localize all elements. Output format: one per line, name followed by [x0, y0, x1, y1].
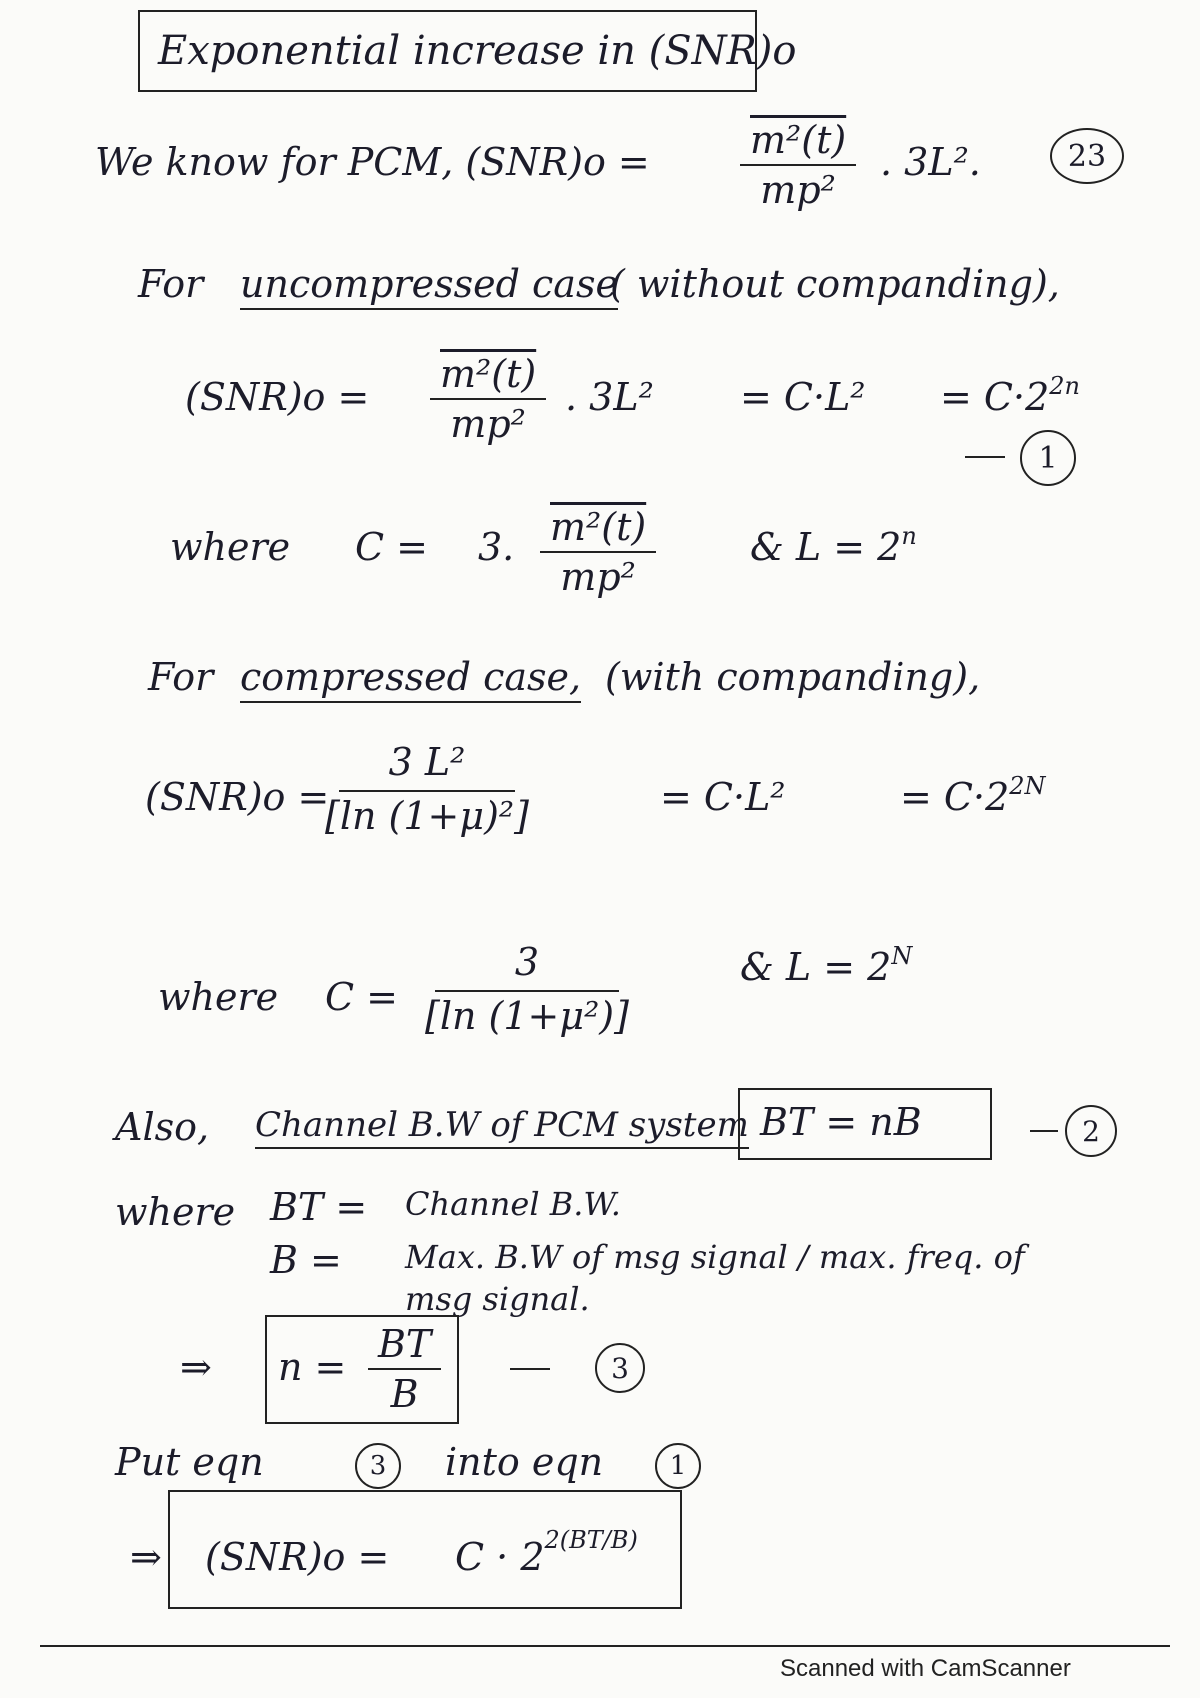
uncomp-fraction [430, 352, 546, 446]
title: Exponential increase in (SNR)o [158, 28, 797, 74]
uncomp-c-fraction [540, 505, 656, 599]
uncomp-c-tail-base: & L = 2 [750, 525, 902, 569]
put-ref1: 3 [355, 1443, 401, 1489]
uncomp-num: m²(t) [430, 352, 546, 400]
intro-tail: . 3L². [880, 140, 981, 184]
comp-c-den: [ln (1+μ²)] [425, 994, 629, 1038]
final-rhs [455, 1526, 638, 1579]
comp-c-fraction [425, 940, 629, 1038]
uncomp-c-tail [750, 522, 917, 569]
final-arrow: ⇒ [130, 1535, 162, 1579]
n-lhs: n = [278, 1345, 347, 1389]
eq2-label: 2 [1065, 1105, 1117, 1157]
comp-heading: compressed case, [240, 655, 581, 703]
bw-where: where [115, 1190, 236, 1234]
eq1-label: 1 [1020, 430, 1076, 486]
eq3-label: 3 [595, 1343, 645, 1393]
intro-fraction [740, 118, 856, 212]
comp-rhs2-exp: 2N [1009, 772, 1046, 800]
put-text1: Put eqn [115, 1440, 264, 1484]
final-rhs-base: C · 2 [455, 1535, 545, 1579]
bw-heading: Channel B.W of PCM system [255, 1105, 749, 1149]
uncomp-den: mp² [450, 402, 526, 446]
n-den: B [390, 1372, 419, 1416]
uncomp-rhs2-base: = C·2 [940, 375, 1050, 419]
final-lhs: (SNR)o = [205, 1535, 390, 1579]
uncomp-heading: uncompressed case [240, 262, 618, 310]
comp-c-tail-exp: N [891, 942, 913, 970]
uncomp-c-num: m²(t) [540, 505, 656, 553]
bw-also: Also, [115, 1105, 210, 1149]
bw-bt-lhs: BT = [270, 1185, 368, 1229]
bw-boxed: BT = nB [760, 1100, 922, 1144]
comp-c-lhs: C = [325, 975, 398, 1019]
page-number: 23 [1050, 128, 1124, 184]
eq3-dash [510, 1368, 550, 1370]
uncomp-c-coef: 3. [478, 525, 515, 569]
bottom-rule [40, 1645, 1170, 1647]
uncomp-c-lhs: C = [355, 525, 428, 569]
n-arrow: ⇒ [180, 1345, 212, 1389]
comp-num: 3 L² [339, 740, 516, 792]
uncomp-mid: . 3L² [565, 375, 654, 419]
uncomp-c-tail-exp: n [901, 522, 917, 550]
comp-c-num: 3 [435, 940, 619, 992]
eq2-dash [1030, 1130, 1058, 1132]
intro-den: mp² [760, 168, 836, 212]
uncomp-for: For [138, 262, 204, 306]
intro-lead: We know for PCM, (SNR)o = [95, 140, 650, 184]
uncomp-paren: ( without companding), [610, 262, 1060, 306]
comp-lhs: (SNR)o = [145, 775, 330, 819]
comp-c-tail-base: & L = 2 [740, 945, 892, 989]
comp-fraction [325, 740, 529, 838]
bw-b-rhs-1: Max. B.W of msg signal / max. freq. of [405, 1238, 1025, 1276]
put-text2: into eqn [445, 1440, 604, 1484]
comp-rhs1: = C·L² [660, 775, 786, 819]
uncomp-rhs2 [940, 372, 1080, 419]
uncomp-where: where [170, 525, 291, 569]
comp-paren: (with companding), [605, 655, 981, 699]
comp-den: [ln (1+μ)²] [325, 794, 529, 838]
bw-b-lhs: B = [270, 1238, 342, 1282]
bw-bt-rhs: Channel B.W. [405, 1185, 621, 1223]
put-ref2: 1 [655, 1443, 701, 1489]
comp-for: For [148, 655, 214, 699]
n-fraction [368, 1322, 441, 1416]
comp-where: where [158, 975, 279, 1019]
uncomp-lhs: (SNR)o = [185, 375, 370, 419]
comp-rhs2 [900, 772, 1046, 819]
uncomp-rhs1: = C·L² [740, 375, 866, 419]
comp-c-tail [740, 942, 913, 989]
uncomp-rhs2-exp: 2n [1049, 372, 1080, 400]
uncomp-c-den: mp² [560, 555, 636, 599]
footer-watermark: Scanned with CamScanner [780, 1655, 1071, 1682]
bw-b-rhs-2: msg signal. [405, 1280, 590, 1318]
n-num: BT [368, 1322, 441, 1370]
eq1-dash [965, 456, 1005, 458]
final-rhs-exp: 2(BT/B) [544, 1526, 638, 1554]
intro-num: m²(t) [740, 118, 856, 166]
comp-rhs2-base: = C·2 [900, 775, 1010, 819]
